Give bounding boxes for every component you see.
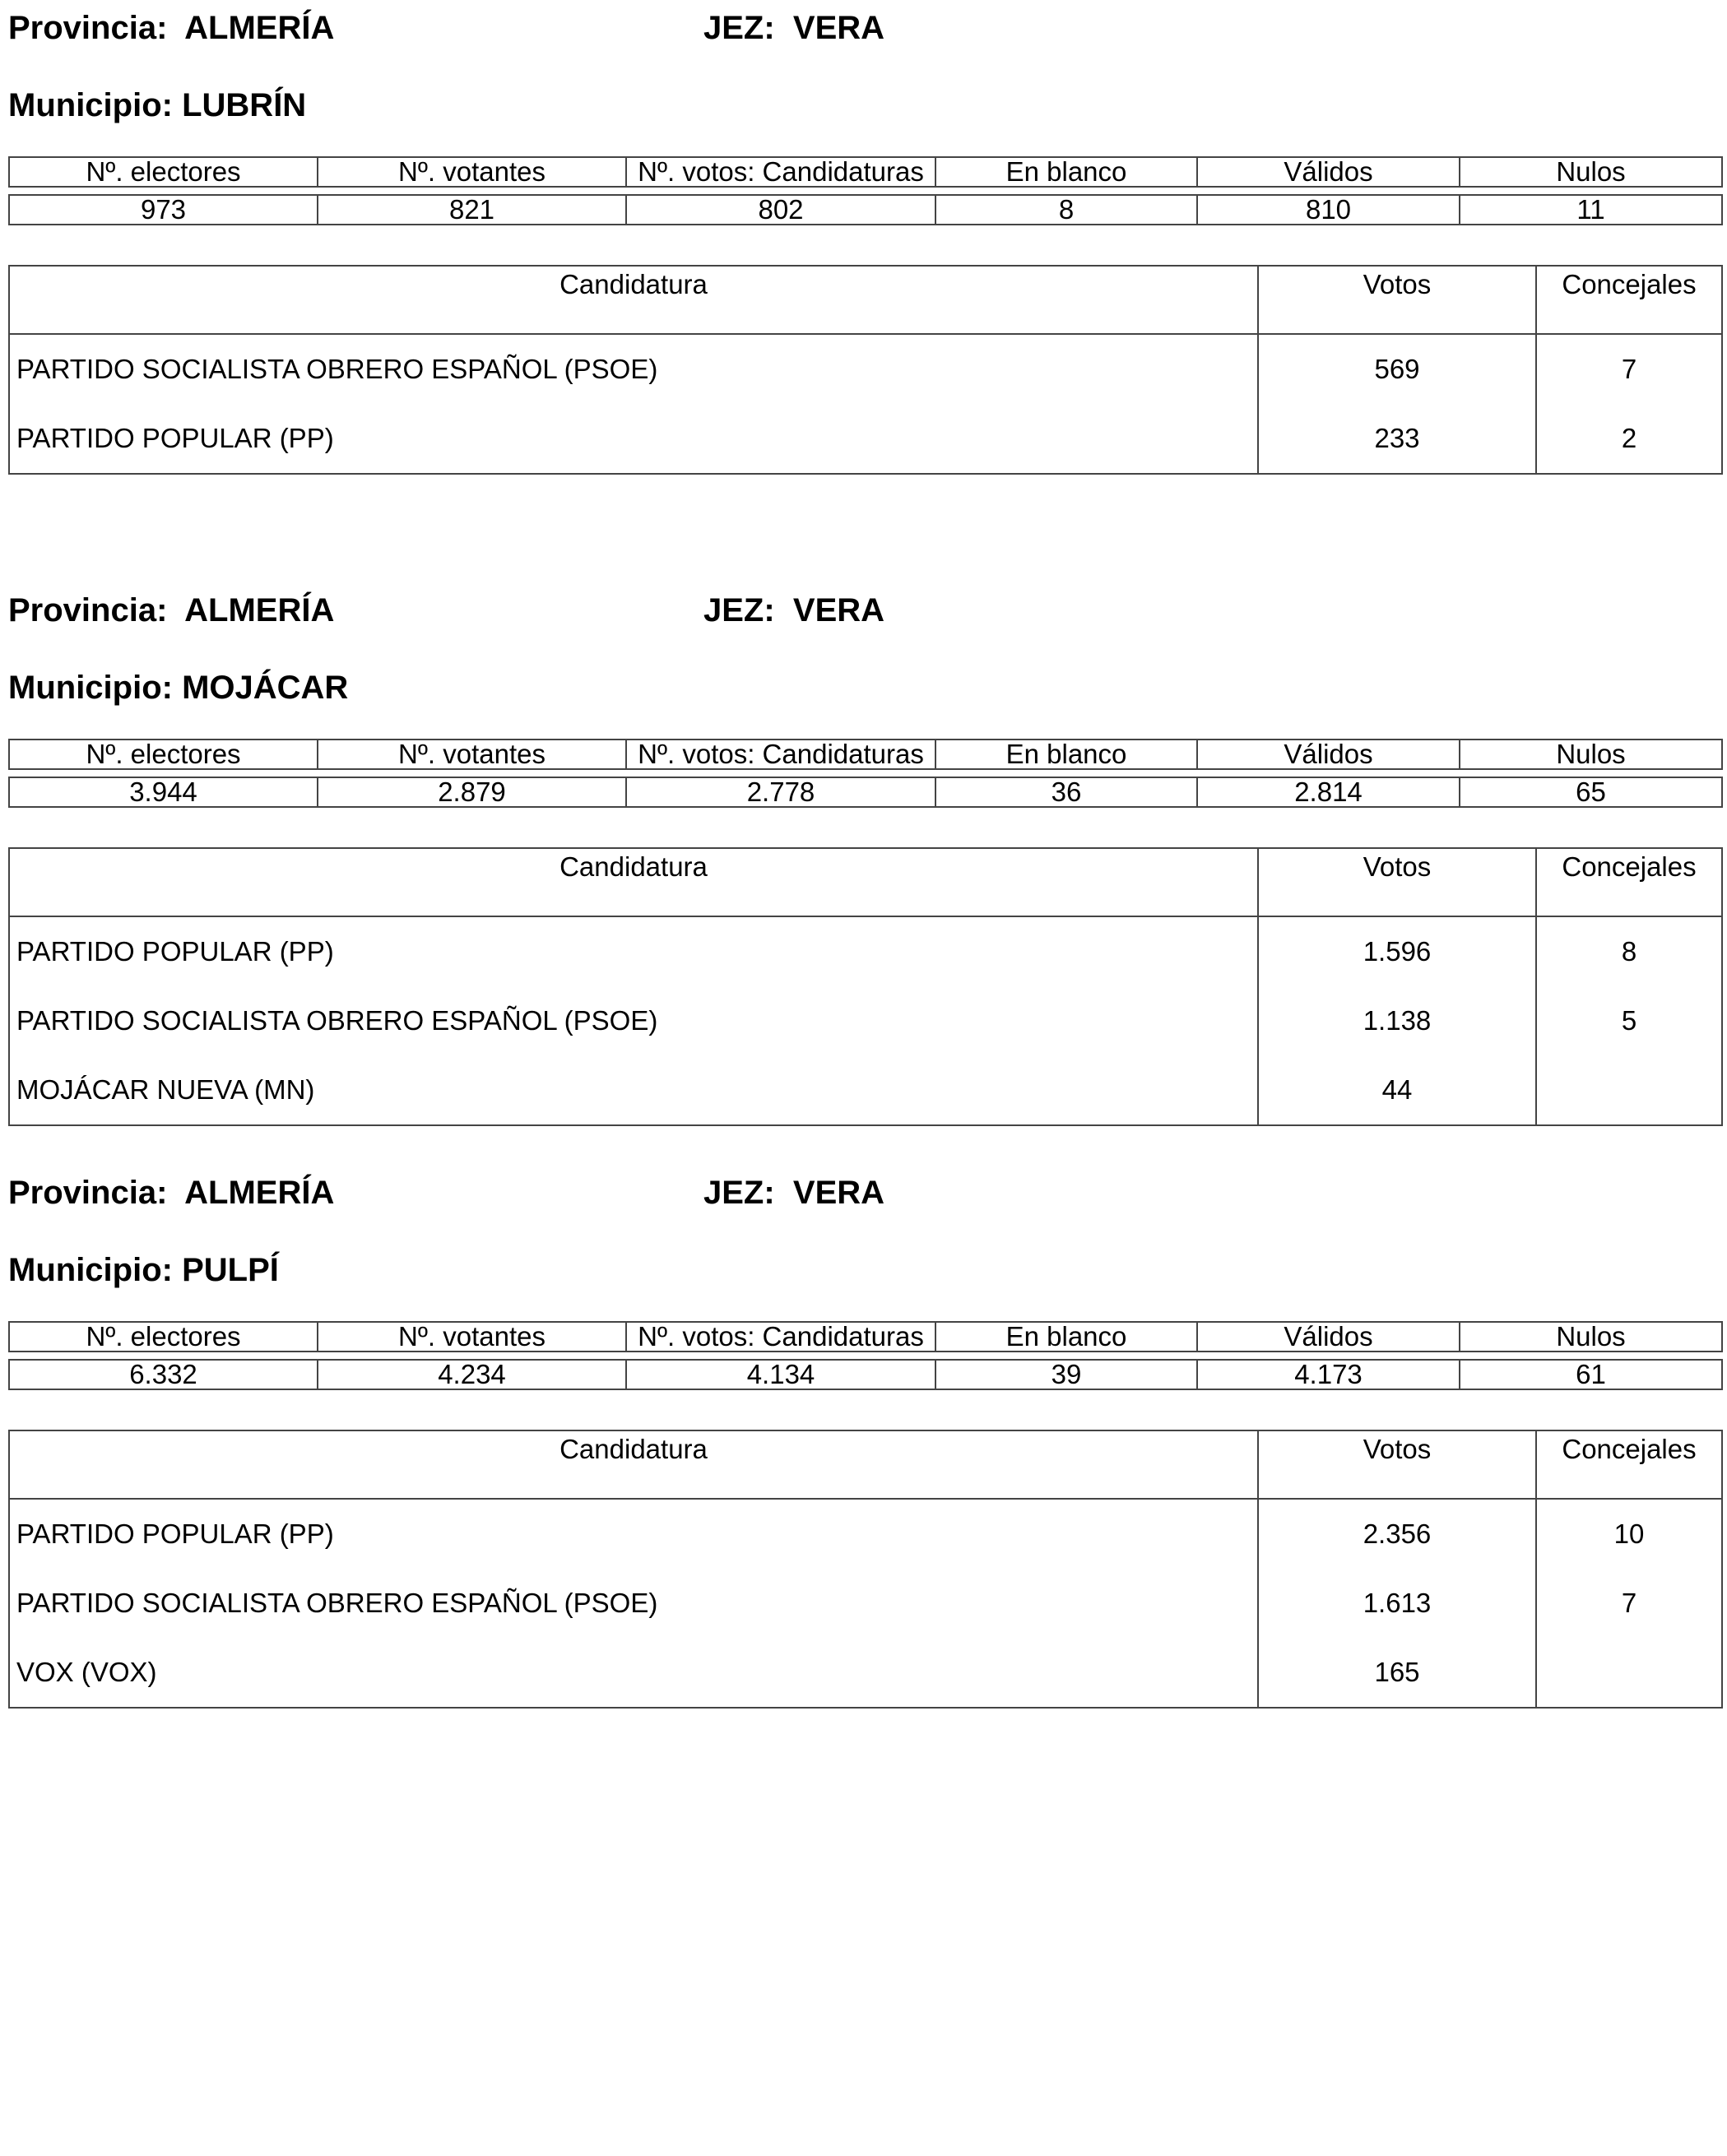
- candidate-row: [9, 986, 1722, 1055]
- summary-value-row: [9, 777, 1722, 807]
- municipio-value: PULPÍ: [182, 1252, 279, 1288]
- header-votantes: Nº. votantes: [318, 157, 626, 187]
- header-votos-candidaturas: Nº. votos: Candidaturas: [626, 740, 935, 769]
- candidate-votos: 1.596: [1258, 916, 1536, 986]
- municipio-value: LUBRÍN: [182, 87, 307, 123]
- value-votos-candidaturas: 4.134: [626, 1360, 935, 1389]
- header-validos: Válidos: [1197, 157, 1460, 187]
- summary-value-row: [9, 195, 1722, 225]
- candidate-votos: 1.613: [1258, 1569, 1536, 1638]
- provincia-value: ALMERÍA: [184, 1175, 335, 1211]
- header-nulos: Nulos: [1460, 740, 1722, 769]
- candidate-name: PARTIDO POPULAR (PP): [9, 404, 1258, 474]
- header-en-blanco: En blanco: [935, 157, 1197, 187]
- candidates-header-row: [9, 266, 1722, 334]
- value-validos: 4.173: [1197, 1360, 1460, 1389]
- header-votos: Votos: [1258, 848, 1536, 916]
- header-en-blanco: En blanco: [935, 740, 1197, 769]
- candidate-votos: 569: [1258, 334, 1536, 404]
- jez-value: VERA: [792, 10, 885, 46]
- provincia-heading: [8, 12, 334, 44]
- municipio-label: Municipio:: [8, 1252, 173, 1288]
- candidate-votos: 1.138: [1258, 986, 1536, 1055]
- value-nulos: 11: [1460, 195, 1722, 225]
- value-votantes: 4.234: [318, 1360, 626, 1389]
- candidate-row: [9, 1569, 1722, 1638]
- header-candidatura: Candidatura: [9, 266, 1258, 334]
- candidate-votos: 44: [1258, 1055, 1536, 1125]
- candidate-name: MOJÁCAR NUEVA (MN): [9, 1055, 1258, 1125]
- provincia-heading: [8, 594, 334, 627]
- header-votos-candidaturas: Nº. votos: Candidaturas: [626, 157, 935, 187]
- summary-header-row: [9, 740, 1722, 769]
- jez-heading: [703, 594, 884, 627]
- header-concejales: Concejales: [1536, 848, 1722, 916]
- header-votos: Votos: [1258, 266, 1536, 334]
- candidate-concejales: 2: [1536, 404, 1722, 474]
- value-electores: 3.944: [9, 777, 318, 807]
- candidate-concejales: 5: [1536, 986, 1722, 1055]
- jez-value: VERA: [792, 592, 885, 628]
- candidate-concejales: 7: [1536, 1569, 1722, 1638]
- summary-value-row: [9, 1360, 1722, 1389]
- value-votantes: 2.879: [318, 777, 626, 807]
- provincia-label: Provincia:: [8, 10, 168, 46]
- summary-table: [8, 1321, 1723, 1390]
- header-validos: Válidos: [1197, 1322, 1460, 1352]
- header-nulos: Nulos: [1460, 157, 1722, 187]
- header-concejales: Concejales: [1536, 266, 1722, 334]
- provincia-label: Provincia:: [8, 592, 168, 628]
- value-validos: 810: [1197, 195, 1460, 225]
- candidate-concejales: [1536, 1055, 1722, 1125]
- candidate-name: PARTIDO SOCIALISTA OBRERO ESPAÑOL (PSOE): [9, 1569, 1258, 1638]
- jez-heading: [703, 1176, 884, 1209]
- header-electores: Nº. electores: [9, 157, 318, 187]
- provincia-value: ALMERÍA: [184, 10, 335, 46]
- candidates-table: [8, 265, 1723, 475]
- jez-label: JEZ:: [703, 1175, 775, 1211]
- summary-table: [8, 156, 1723, 225]
- municipio-heading: [8, 89, 306, 122]
- header-candidatura: Candidatura: [9, 848, 1258, 916]
- summary-header-row: [9, 157, 1722, 187]
- summary-table: [8, 739, 1723, 808]
- jez-value: VERA: [792, 1175, 885, 1211]
- candidates-table: [8, 847, 1723, 1126]
- candidates-header-row: [9, 848, 1722, 916]
- candidate-name: PARTIDO POPULAR (PP): [9, 1499, 1258, 1569]
- header-electores: Nº. electores: [9, 1322, 318, 1352]
- candidate-row: [9, 916, 1722, 986]
- value-votantes: 821: [318, 195, 626, 225]
- municipio-label: Municipio:: [8, 670, 173, 706]
- candidate-concejales: 10: [1536, 1499, 1722, 1569]
- value-validos: 2.814: [1197, 777, 1460, 807]
- jez-heading: [703, 12, 884, 44]
- candidate-votos: 2.356: [1258, 1499, 1536, 1569]
- value-en-blanco: 8: [935, 195, 1197, 225]
- candidate-row: [9, 404, 1722, 474]
- header-validos: Válidos: [1197, 740, 1460, 769]
- header-nulos: Nulos: [1460, 1322, 1722, 1352]
- candidate-name: VOX (VOX): [9, 1638, 1258, 1708]
- jez-label: JEZ:: [703, 10, 775, 46]
- header-electores: Nº. electores: [9, 740, 318, 769]
- candidate-name: PARTIDO SOCIALISTA OBRERO ESPAÑOL (PSOE): [9, 334, 1258, 404]
- provincia-label: Provincia:: [8, 1175, 168, 1211]
- candidate-concejales: 7: [1536, 334, 1722, 404]
- candidate-row: [9, 1638, 1722, 1708]
- header-votantes: Nº. votantes: [318, 1322, 626, 1352]
- candidate-row: [9, 1055, 1722, 1125]
- municipio-heading: [8, 1254, 279, 1287]
- candidates-table: [8, 1430, 1723, 1709]
- municipio-label: Municipio:: [8, 87, 173, 123]
- municipio-value: MOJÁCAR: [182, 670, 349, 706]
- value-votos-candidaturas: 802: [626, 195, 935, 225]
- candidate-row: [9, 334, 1722, 404]
- value-nulos: 65: [1460, 777, 1722, 807]
- value-en-blanco: 39: [935, 1360, 1197, 1389]
- candidate-row: [9, 1499, 1722, 1569]
- candidate-concejales: 8: [1536, 916, 1722, 986]
- header-candidatura: Candidatura: [9, 1430, 1258, 1499]
- provincia-value: ALMERÍA: [184, 592, 335, 628]
- value-nulos: 61: [1460, 1360, 1722, 1389]
- candidate-name: PARTIDO SOCIALISTA OBRERO ESPAÑOL (PSOE): [9, 986, 1258, 1055]
- value-electores: 973: [9, 195, 318, 225]
- value-votos-candidaturas: 2.778: [626, 777, 935, 807]
- candidate-concejales: [1536, 1638, 1722, 1708]
- header-votos: Votos: [1258, 1430, 1536, 1499]
- value-en-blanco: 36: [935, 777, 1197, 807]
- candidate-votos: 233: [1258, 404, 1536, 474]
- header-votos-candidaturas: Nº. votos: Candidaturas: [626, 1322, 935, 1352]
- header-votantes: Nº. votantes: [318, 740, 626, 769]
- header-en-blanco: En blanco: [935, 1322, 1197, 1352]
- summary-header-row: [9, 1322, 1722, 1352]
- municipio-heading: [8, 671, 348, 704]
- candidate-votos: 165: [1258, 1638, 1536, 1708]
- provincia-heading: [8, 1176, 334, 1209]
- header-concejales: Concejales: [1536, 1430, 1722, 1499]
- jez-label: JEZ:: [703, 592, 775, 628]
- value-electores: 6.332: [9, 1360, 318, 1389]
- candidates-header-row: [9, 1430, 1722, 1499]
- candidate-name: PARTIDO POPULAR (PP): [9, 916, 1258, 986]
